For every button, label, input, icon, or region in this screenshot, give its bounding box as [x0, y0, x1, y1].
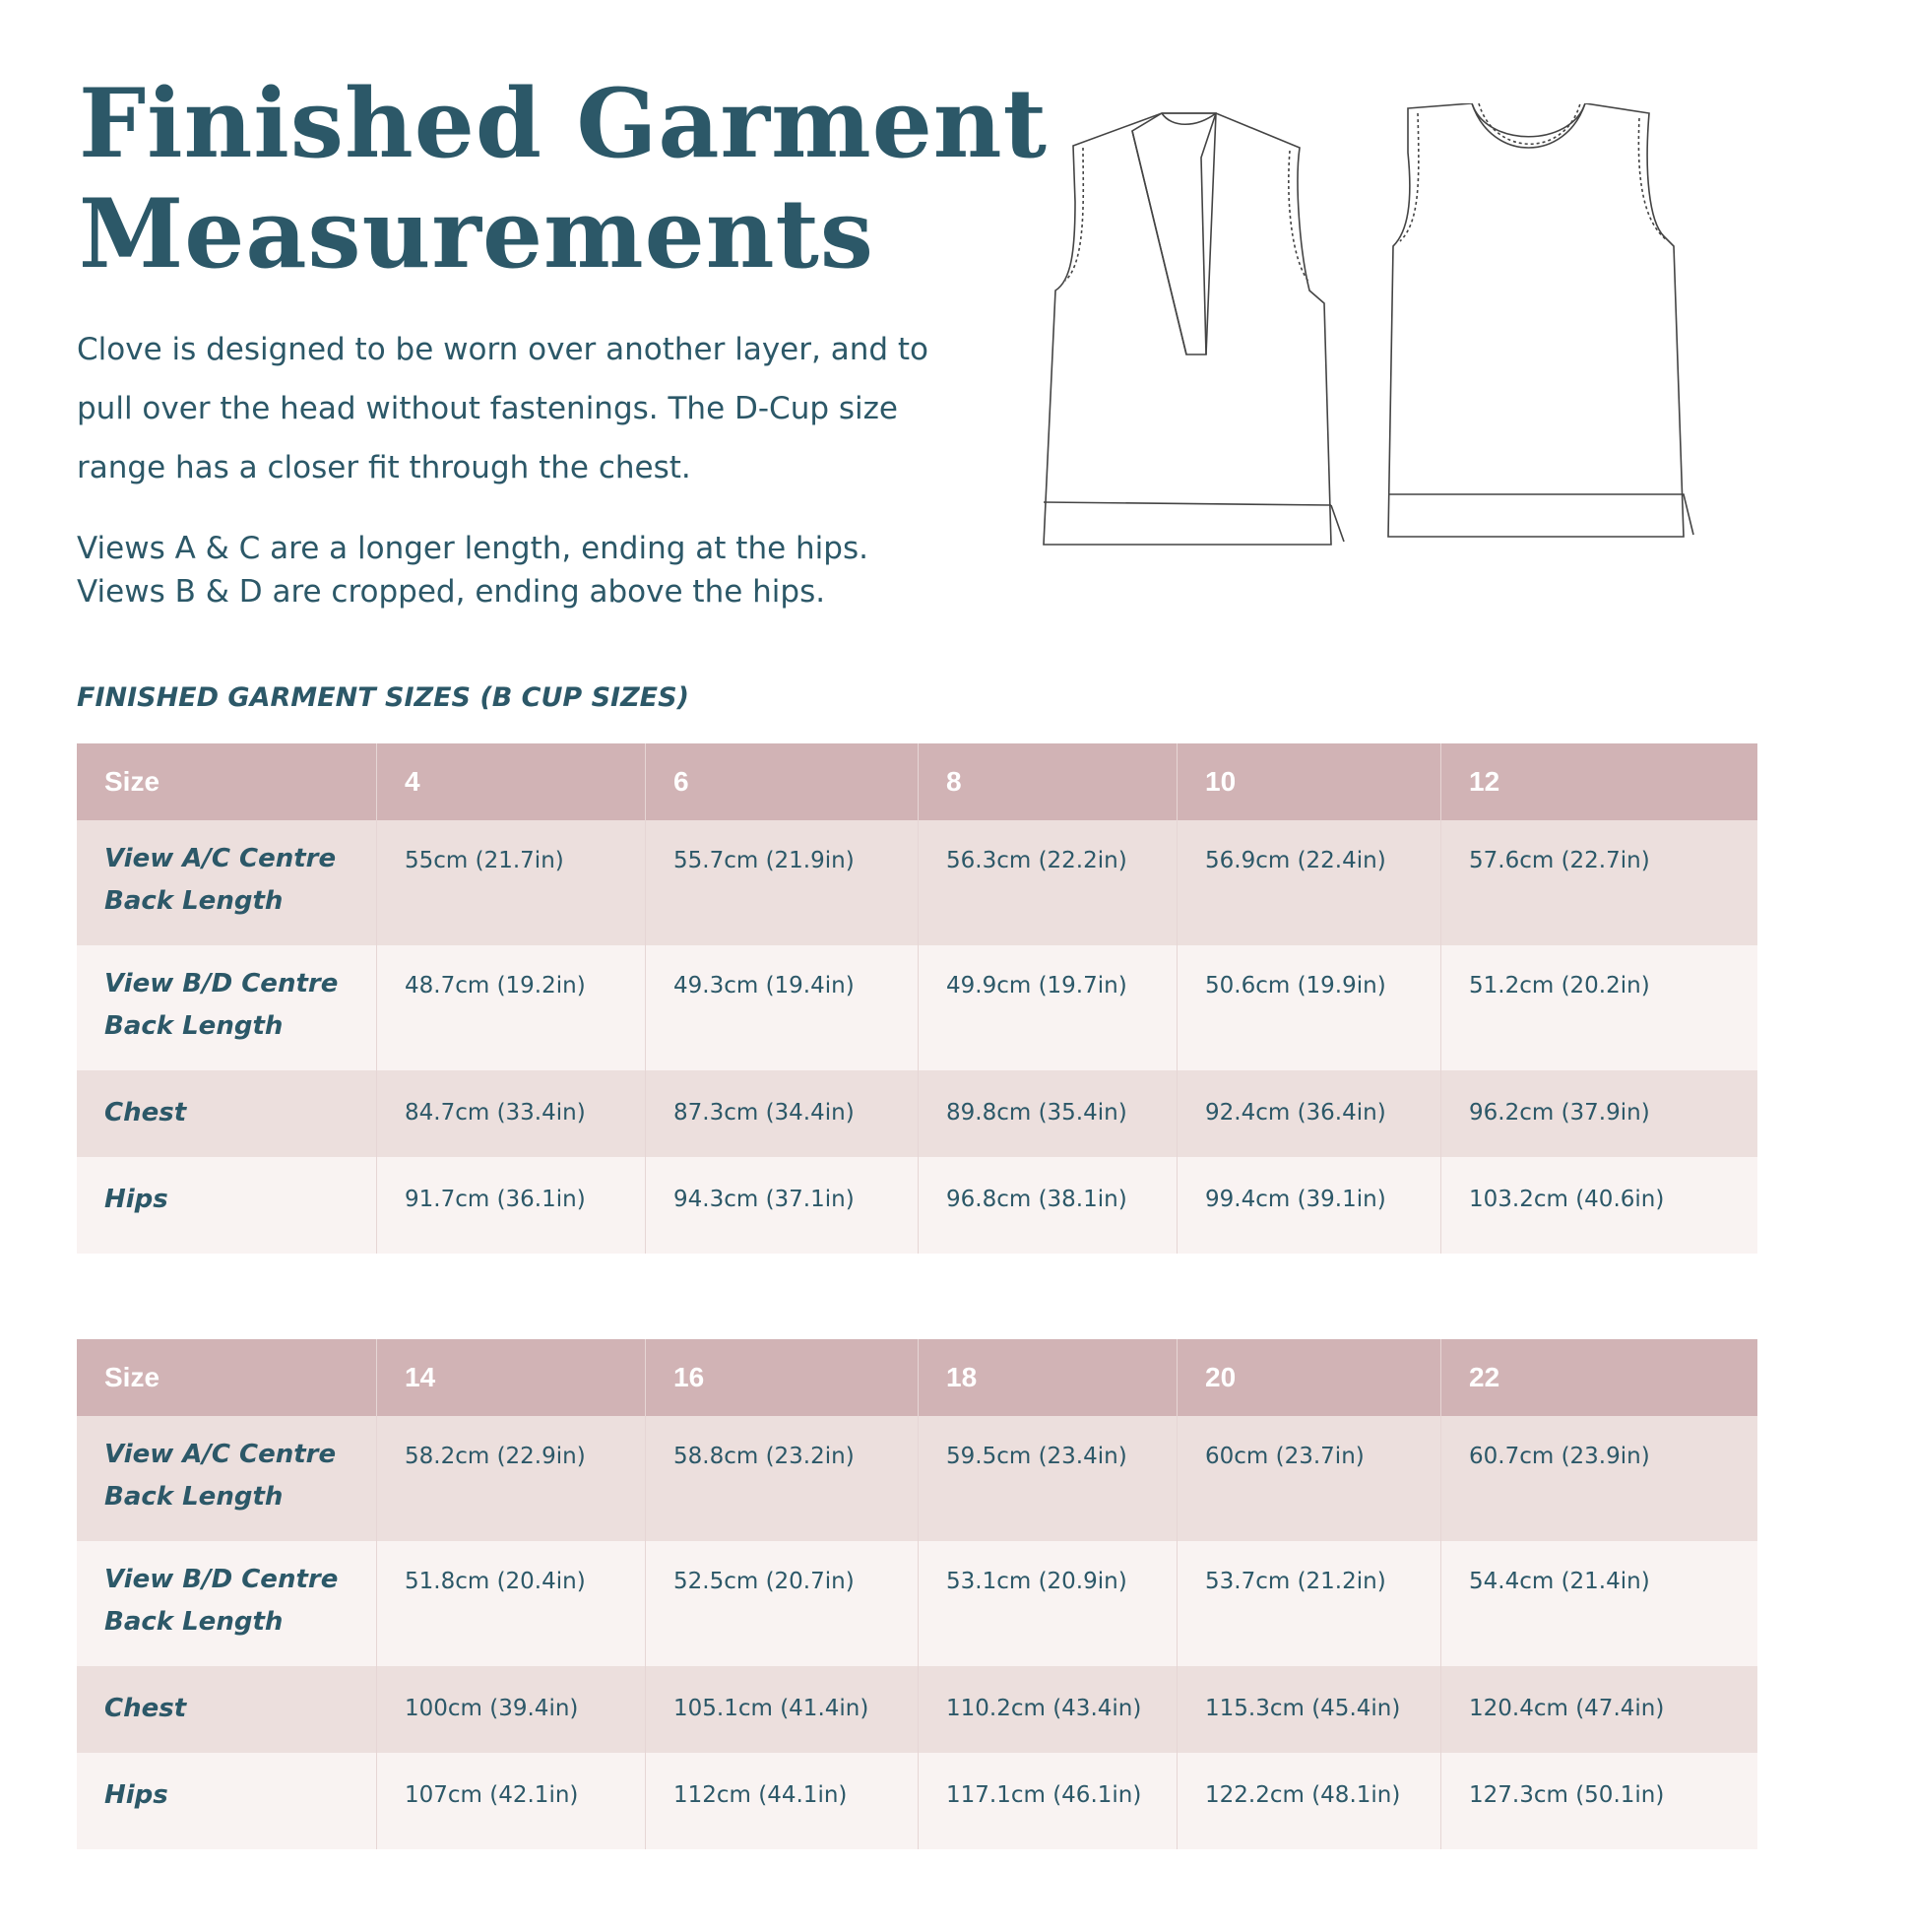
cell: 49.3cm (19.4in) — [646, 945, 919, 1070]
cell: 49.9cm (19.7in) — [919, 945, 1178, 1070]
cell: 51.8cm (20.4in) — [377, 1541, 646, 1666]
size-label: Size — [77, 1339, 377, 1416]
table-row-chest — [77, 1070, 1757, 1157]
row-label: Hips — [77, 1753, 377, 1849]
views-line-1: Views A & C are a longer length, ending at the hips. — [77, 531, 868, 566]
cell: 55.7cm (21.9in) — [646, 820, 919, 945]
garment-illustrations — [1014, 103, 1851, 576]
cell: 94.3cm (37.1in) — [646, 1157, 919, 1254]
row-label: Chest — [77, 1666, 377, 1753]
table-row-ac-length — [77, 820, 1757, 945]
cell: 60.7cm (23.9in) — [1441, 1416, 1758, 1541]
cell: 58.8cm (23.2in) — [646, 1416, 919, 1541]
row-label: View A/C Centre Back Length — [77, 820, 377, 945]
size-header: 8 — [919, 743, 1178, 820]
cell: 120.4cm (47.4in) — [1441, 1666, 1758, 1753]
row-label: Hips — [77, 1157, 377, 1254]
v-neck-vest-drawing — [1044, 113, 1344, 545]
title-line-1: Finished Garment — [79, 68, 1048, 179]
header-row — [77, 1339, 1757, 1416]
row-label: View A/C Centre Back Length — [77, 1416, 377, 1541]
views-line-2: Views B & D are cropped, ending above the hips. — [77, 574, 826, 610]
intro-paragraph: Clove is designed to be worn over another layer, and to pull over the head without fastenings. The D-Cup size range has a closer fit through the chest. — [77, 332, 929, 485]
cell: 117.1cm (46.1in) — [919, 1753, 1178, 1849]
size-header: 4 — [377, 743, 646, 820]
cell: 110.2cm (43.4in) — [919, 1666, 1178, 1753]
cell: 59.5cm (23.4in) — [919, 1416, 1178, 1541]
size-table-2 — [77, 1339, 1757, 1849]
cell: 55cm (21.7in) — [377, 820, 646, 945]
row-label: View B/D Centre Back Length — [77, 945, 377, 1070]
size-header: 22 — [1441, 1339, 1758, 1416]
cell: 58.2cm (22.9in) — [377, 1416, 646, 1541]
size-header: 16 — [646, 1339, 919, 1416]
table-row-chest — [77, 1666, 1757, 1753]
cell: 87.3cm (34.4in) — [646, 1070, 919, 1157]
size-label: Size — [77, 743, 377, 820]
size-table-1 — [77, 743, 1757, 1254]
cell: 52.5cm (20.7in) — [646, 1541, 919, 1666]
cell: 103.2cm (40.6in) — [1441, 1157, 1758, 1254]
cell: 57.6cm (22.7in) — [1441, 820, 1758, 945]
table-row-bd-length — [77, 945, 1757, 1070]
title-line-2: Measurements — [79, 178, 874, 290]
cell: 112cm (44.1in) — [646, 1753, 919, 1849]
cell: 92.4cm (36.4in) — [1178, 1070, 1441, 1157]
cell: 54.4cm (21.4in) — [1441, 1541, 1758, 1666]
cell: 107cm (42.1in) — [377, 1753, 646, 1849]
size-header: 6 — [646, 743, 919, 820]
table-row-hips — [77, 1753, 1757, 1849]
cell: 122.2cm (48.1in) — [1178, 1753, 1441, 1849]
cell: 99.4cm (39.1in) — [1178, 1157, 1441, 1254]
cell: 84.7cm (33.4in) — [377, 1070, 646, 1157]
views-paragraph — [77, 527, 992, 613]
page-title — [79, 69, 1048, 290]
cell: 53.1cm (20.9in) — [919, 1541, 1178, 1666]
cell: 56.9cm (22.4in) — [1178, 820, 1441, 945]
cell: 96.2cm (37.9in) — [1441, 1070, 1758, 1157]
table-row-ac-length — [77, 1416, 1757, 1541]
size-header: 20 — [1178, 1339, 1441, 1416]
cell: 96.8cm (38.1in) — [919, 1157, 1178, 1254]
cell: 105.1cm (41.4in) — [646, 1666, 919, 1753]
size-header: 18 — [919, 1339, 1178, 1416]
row-label: Chest — [77, 1070, 377, 1157]
cell: 51.2cm (20.2in) — [1441, 945, 1758, 1070]
cell: 60cm (23.7in) — [1178, 1416, 1441, 1541]
crew-neck-vest-drawing — [1388, 103, 1693, 537]
row-label: View B/D Centre Back Length — [77, 1541, 377, 1666]
cell: 115.3cm (45.4in) — [1178, 1666, 1441, 1753]
cell: 89.8cm (35.4in) — [919, 1070, 1178, 1157]
table-heading: FINISHED GARMENT SIZES (B CUP SIZES) — [77, 682, 689, 713]
cell: 91.7cm (36.1in) — [377, 1157, 646, 1254]
table-row-hips — [77, 1157, 1757, 1254]
size-header: 10 — [1178, 743, 1441, 820]
cell: 50.6cm (19.9in) — [1178, 945, 1441, 1070]
cell: 48.7cm (19.2in) — [377, 945, 646, 1070]
cell: 100cm (39.4in) — [377, 1666, 646, 1753]
cell: 127.3cm (50.1in) — [1441, 1753, 1758, 1849]
size-header: 12 — [1441, 743, 1758, 820]
header-row — [77, 743, 1757, 820]
cell: 56.3cm (22.2in) — [919, 820, 1178, 945]
size-header: 14 — [377, 1339, 646, 1416]
cell: 53.7cm (21.2in) — [1178, 1541, 1441, 1666]
table-row-bd-length — [77, 1541, 1757, 1666]
